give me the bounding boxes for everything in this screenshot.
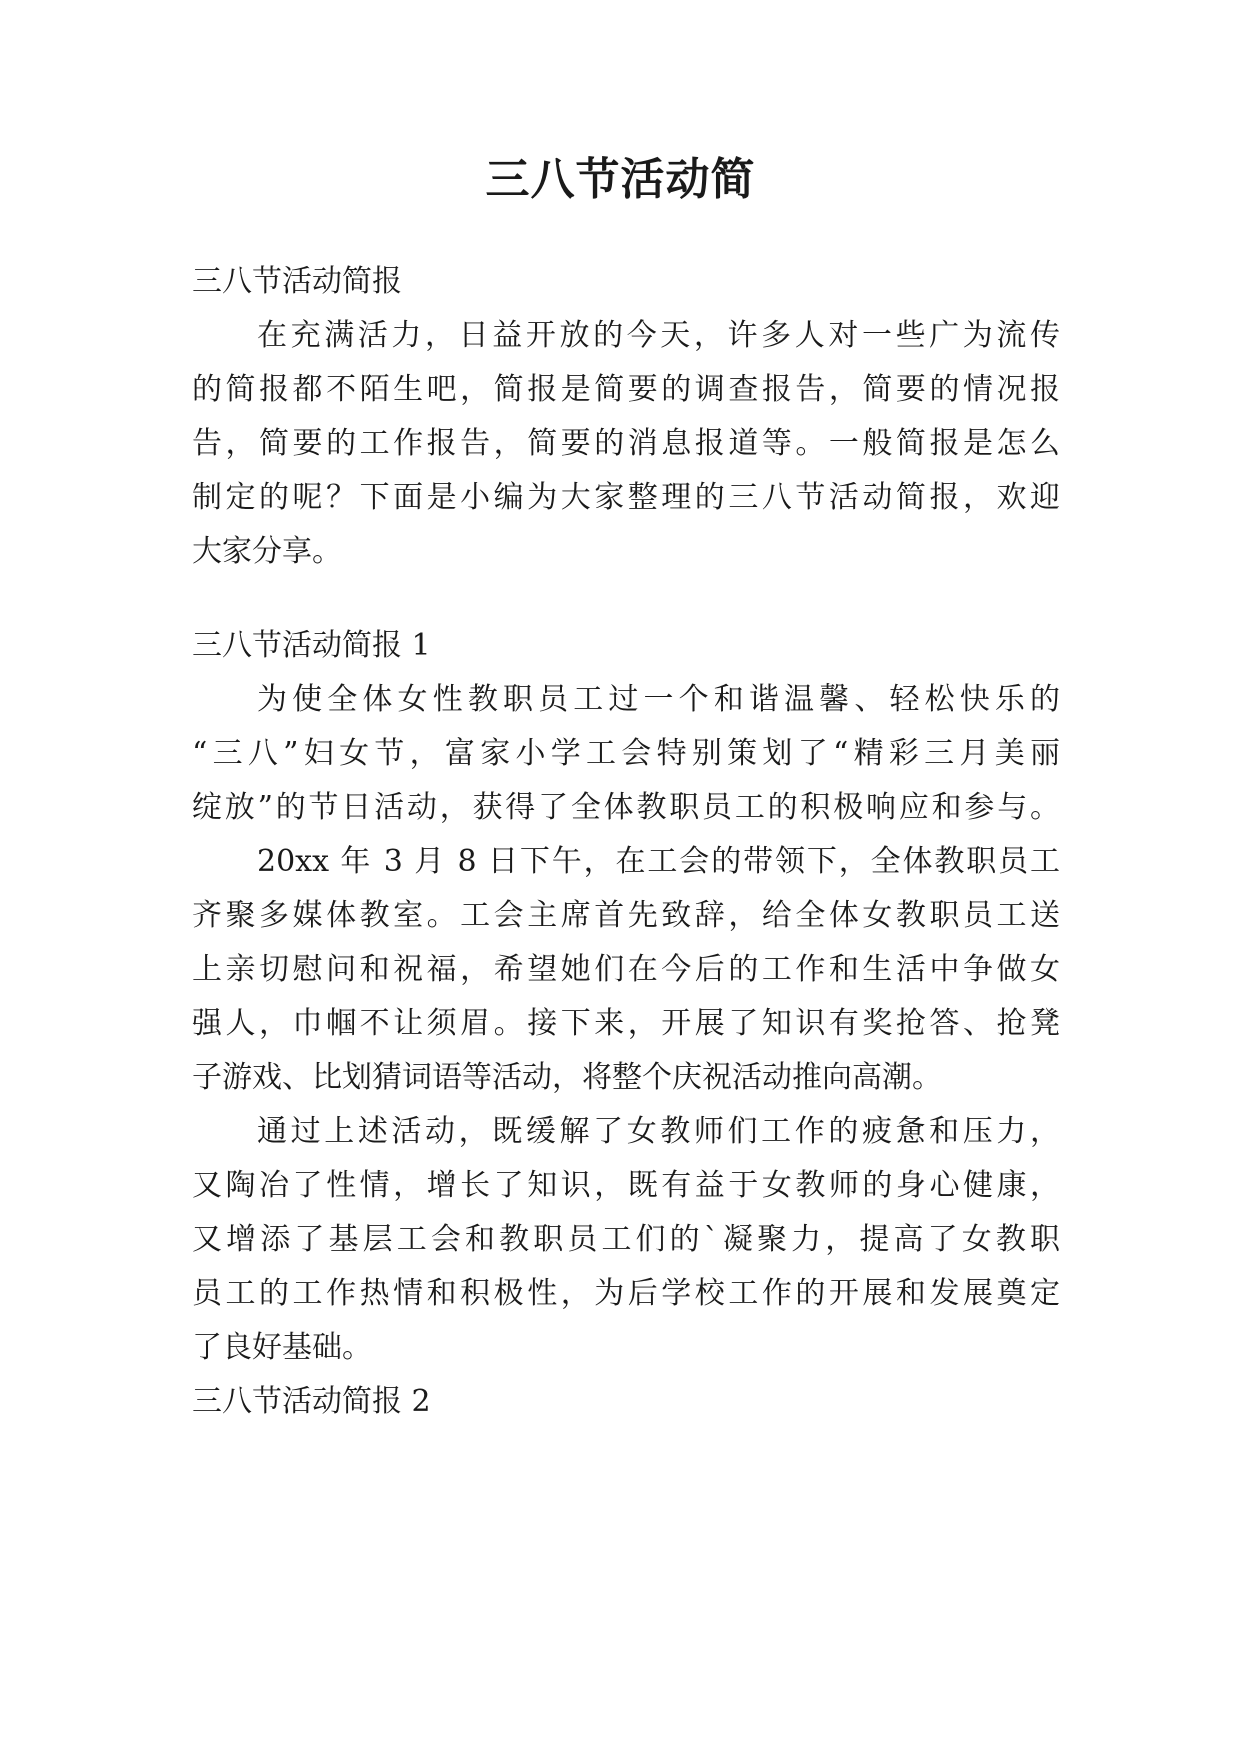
intro-line: 大家分享。 <box>192 534 342 569</box>
paragraph-line: 为使全体女性教职员工过一个和谐温馨、轻松快乐的 <box>257 682 1060 717</box>
paragraph-line: 通过上述活动，既缓解了女教师们工作的疲惫和压力， <box>257 1114 1060 1149</box>
page-title: 三八节活动简 <box>485 154 756 205</box>
paragraph-line: 绽放”的节日活动，获得了全体教职员工的积极响应和参与。 <box>192 790 1060 825</box>
paragraph-line: 又陶冶了性情，增长了知识，既有益于女教师的身心健康， <box>192 1168 1060 1203</box>
section-heading: 三八节活动简报 2 <box>192 1384 431 1419</box>
paragraph-line: 强人，巾帼不让须眉。接下来，开展了知识有奖抢答、抢凳 <box>192 1006 1060 1041</box>
paragraph-line: 员工的工作热情和积极性，为后学校工作的开展和发展奠定 <box>192 1276 1060 1311</box>
paragraph-line: 上亲切慰问和祝福，希望她们在今后的工作和生活中争做女 <box>192 952 1060 987</box>
paragraph-line: 又增添了基层工会和教职员工们的`凝聚力，提高了女教职 <box>192 1222 1060 1257</box>
intro-line: 的简报都不陌生吧，简报是简要的调查报告，简要的情况报 <box>192 372 1060 407</box>
paragraph-line: “三八”妇女节，富家小学工会特别策划了“精彩三月美丽 <box>192 736 1060 771</box>
intro-heading: 三八节活动简报 <box>192 264 402 299</box>
intro-line: 制定的呢？下面是小编为大家整理的三八节活动简报，欢迎 <box>192 480 1060 515</box>
section-heading: 三八节活动简报 1 <box>192 628 431 663</box>
intro-line: 在充满活力，日益开放的今天，许多人对一些广为流传 <box>257 318 1060 353</box>
paragraph-line: 齐聚多媒体教室。工会主席首先致辞，给全体女教职员工送 <box>192 898 1060 933</box>
paragraph-line: 了良好基础。 <box>192 1330 372 1365</box>
intro-line: 告，简要的工作报告，简要的消息报道等。一般简报是怎么 <box>192 426 1060 461</box>
paragraph-line: 20xx 年 3 月 8 日下午，在工会的带领下，全体教职员工 <box>257 844 1060 879</box>
paragraph-line: 子游戏、比划猜词语等活动，将整个庆祝活动推向高潮。 <box>192 1060 942 1095</box>
